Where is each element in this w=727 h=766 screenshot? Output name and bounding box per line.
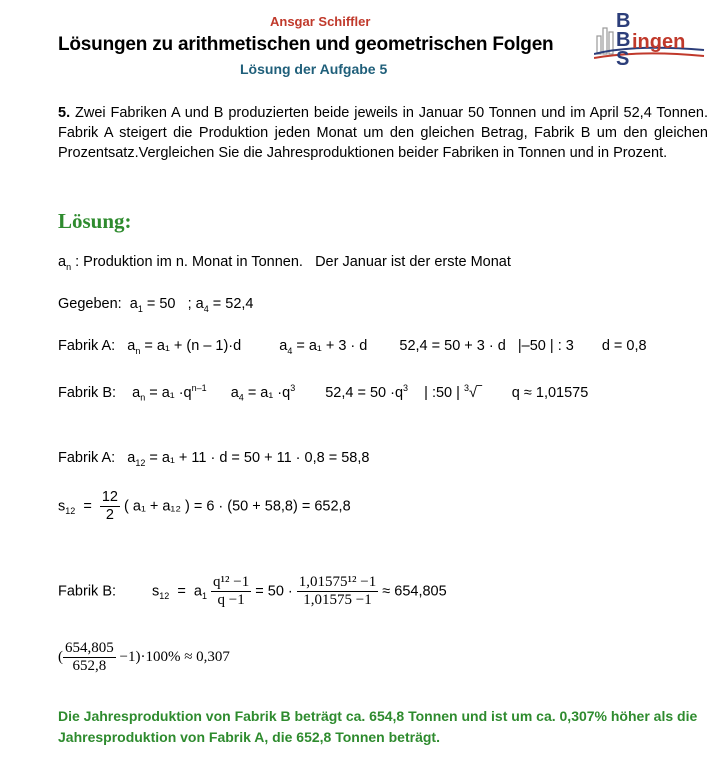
percent-fraction: [63, 640, 116, 675]
task-text: [58, 103, 708, 163]
s12-a-frac-den: 2: [105, 507, 114, 523]
definition-text: : Produktion im n. Monat in Tonnen.: [75, 254, 303, 270]
fabrik-a-a12-line: Fabrik A: $a_{12} = a_1 + 11 \cdot d = 50 + 11 \cdot 0,8 = 58,8$: [58, 450, 370, 468]
percent-expr: −1)·100% ≈ 0,307: [119, 648, 230, 665]
s12-a-line: $s_{12}$ = $\frac{12}{2}$ ( a₁ + a₁₂ ) = 6 · (50 + 58,8) = 652,8: [58, 489, 351, 523]
fb-ops: | :50 |: [424, 384, 460, 401]
s12-a-fraction: [100, 489, 120, 524]
solution-heading: Lösung:: [58, 209, 132, 233]
given-a1: = 50: [146, 296, 176, 312]
fa-equation: 52,4 = 50 + 3 · d: [399, 338, 506, 354]
bbs-bingen-logo: [594, 10, 706, 74]
fb-root-index: 3: [463, 383, 469, 393]
task-number: 5.: [58, 105, 71, 121]
fa-label: Fabrik A:: [58, 338, 116, 354]
fb-equation-exp: 3: [403, 383, 409, 393]
percent-frac-num: 654,805: [65, 640, 114, 656]
given-label: Gegeben:: [58, 296, 122, 312]
percent-frac-den: 652,8: [72, 658, 107, 674]
fb-a4-exp: 3: [290, 383, 296, 393]
fa12-label: Fabrik A:: [58, 450, 116, 466]
fb-label: Fabrik B:: [58, 384, 117, 401]
fbs12-frac2-num: 1,01575¹² −1: [298, 574, 377, 590]
definition-note: Der Januar ist der erste Monat: [315, 254, 511, 270]
fb-formula: = a₁ ·q: [149, 384, 192, 401]
fabrik-b-s12-line: Fabrik B: $s_{12} = a_1$ $\frac{\text{q¹² −1}}{q -1}$ = 50 · $\frac{\text{1,01575¹² −1}}{1,01575 -1}$ ≈ 654,805: [58, 574, 447, 608]
given-a4: = 52,4: [212, 296, 254, 312]
page-title: Lösungen zu arithmetischen und geometrischen Folgen: [58, 34, 554, 55]
fa-formula: = a₁ + (n – 1)·d: [144, 338, 242, 354]
fb-equation: 52,4 = 50 ·q: [325, 384, 404, 401]
given-line: Gegeben: $a_1 = 50$ ; $a_4 = 52,4$: [58, 296, 254, 314]
s12-a-expr: ( a₁ + a₁₂ ) = 6 · (50 + 58,8) = 652,8: [124, 498, 351, 515]
task-body: Zwei Fabriken A und B produzierten beide jeweils in Januar 50 Tonnen und im April 52,4 Tonnen. Fabrik A steigert die Produktion jeden Monat um den gleichen Betrag, Fabrik B um den gleichen Prozentsatz.Vergleichen Sie die Jahresproduktionen beider Fabriken in Tonnen und in Prozent.: [58, 105, 708, 161]
author-name: Ansgar Schiffler: [270, 14, 371, 29]
page-subtitle: Lösung der Aufgabe 5: [240, 61, 388, 77]
conclusion-text: Die Jahresproduktion von Fabrik B beträgt ca. 654,8 Tonnen und ist um ca. 0,307% höher als die Jahresproduktion von Fabrik A, die 652,8 Tonnen beträgt.: [58, 708, 698, 745]
fabrik-a-formula-line: Fabrik A: $a_n = a_1 + (n - 1)\cdot d$ $a_4 = a_1 + 3 \cdot d$ 52,4 = 50 + 3 · d |–50 | : 3 d = 0,8: [58, 338, 647, 356]
fbs12-label: Fabrik B:: [58, 583, 117, 600]
fbs12-fraction-2: [297, 574, 378, 609]
definition-line: $a_n$ : Produktion im n. Monat in Tonnen. Der Januar ist der erste Monat: [58, 254, 511, 272]
s12-a-frac-num: 12: [101, 489, 118, 505]
fbs12-frac1-den: q −1: [217, 592, 245, 608]
fbs12-mid: = 50 ·: [255, 583, 293, 600]
fb-result: q ≈ 1,01575: [511, 384, 589, 401]
logo-letter-b1: B: [616, 10, 631, 32]
fb-formula-exp: n–1: [191, 383, 207, 393]
fbs12-fraction-1: [211, 574, 251, 609]
fa12-expr: = a₁ + 11 · d = 50 + 11 · 0,8 = 58,8: [149, 450, 370, 466]
fa-ops: |–50 | : 3: [517, 338, 574, 354]
logo-letter-b2: B: [616, 29, 631, 51]
fbs12-frac2-den: 1,01575 −1: [303, 592, 372, 608]
fa-result: d = 0,8: [601, 338, 647, 354]
fbs12-result: ≈ 654,805: [382, 583, 447, 600]
fb-a4: = a₁ ·q: [247, 384, 291, 401]
fa-a4: = a₁ + 3 · d: [296, 338, 368, 354]
fbs12-frac1-num: q¹² −1: [213, 574, 250, 590]
logo-letter-s: S: [616, 48, 630, 70]
root-icon: √‾: [468, 384, 482, 401]
fabrik-b-formula-line: Fabrik B: $a_n = a_1 \cdot q^{n-1}$ $a_4 = a_1 \cdot q^3$ $52,4 = 50 \cdot q^3$ | :50 | $^3$√‾ q ≈ 1,01575: [58, 383, 589, 403]
percent-line: ( $\frac{654,805}{652,8}$ −1)·100% ≈ 0,307: [58, 640, 230, 674]
logo-word: ingen: [632, 31, 686, 53]
